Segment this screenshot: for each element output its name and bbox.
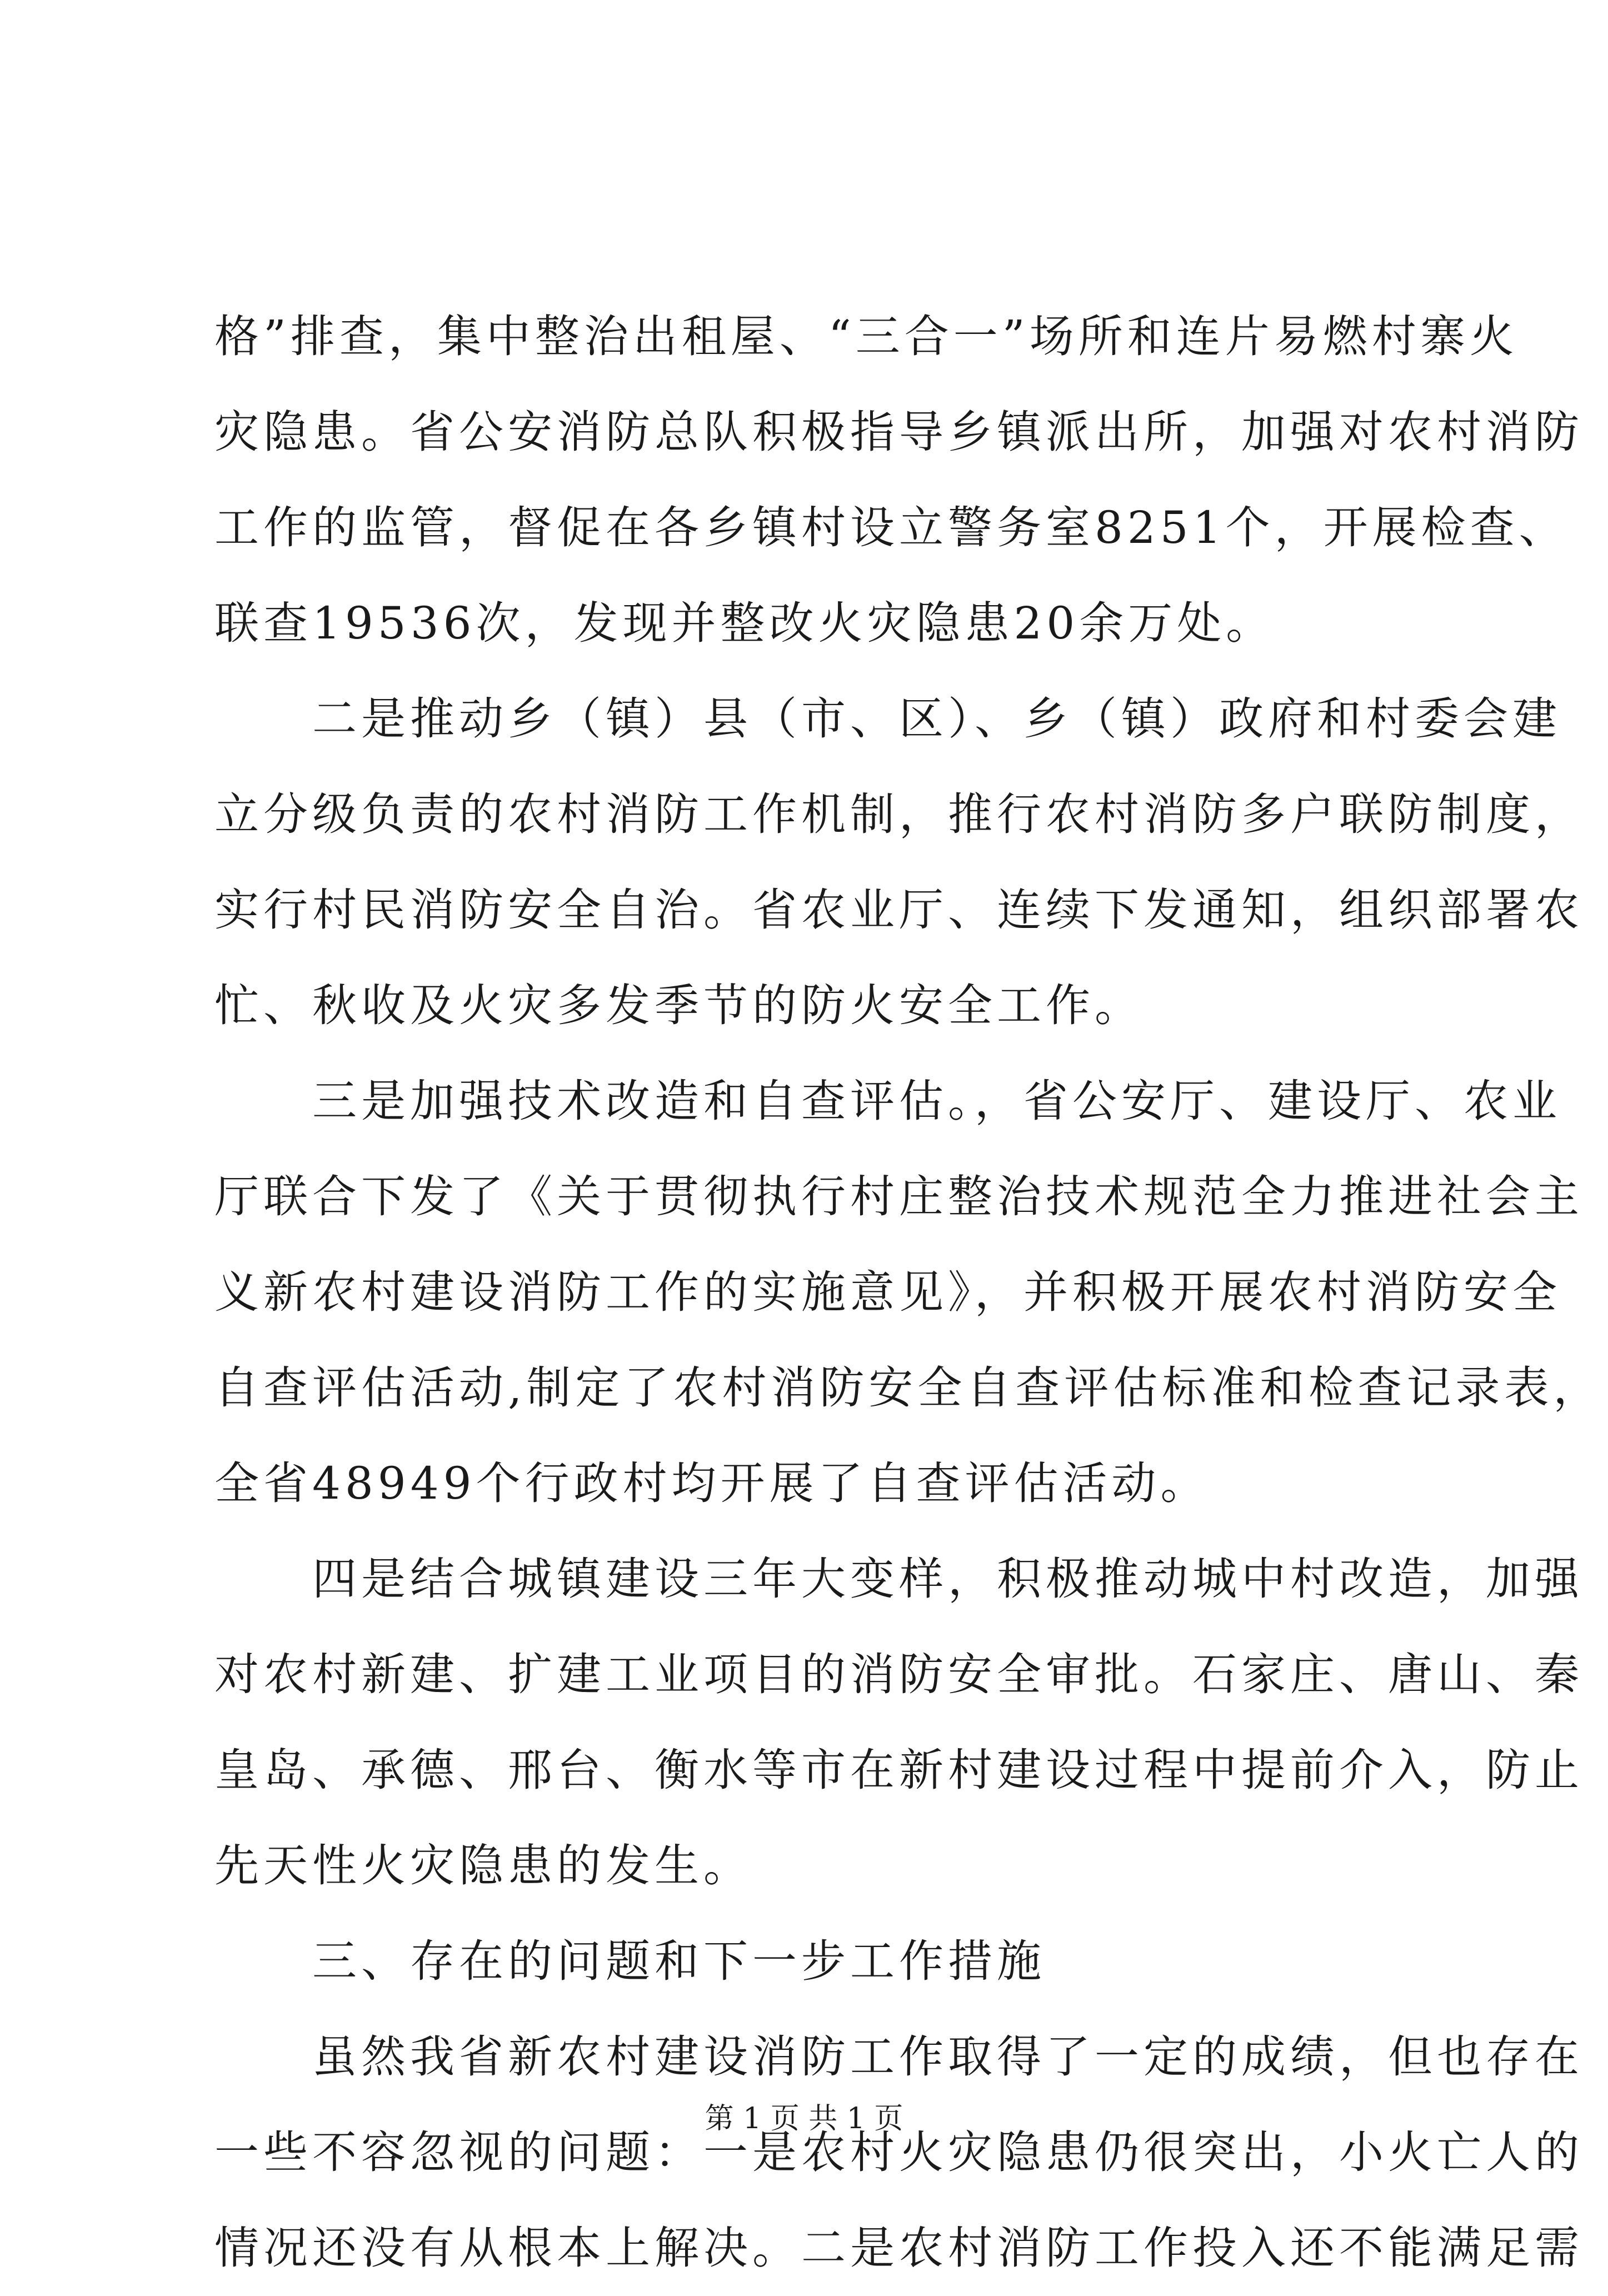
section-heading: 三、存在的问题和下一步工作措施 (312, 1935, 1046, 1987)
page-number-footer: 第 1 页 共 1 页 (705, 2102, 903, 2135)
text-line: 工作的监管，督促在各乡镇村设立警务室8251个，开展检查、 (214, 502, 1568, 553)
paragraph-start-line: 二是推动乡（镇）县（市、区）、乡（镇）政府和村委会建 (312, 693, 1561, 745)
text-line: 皇岛、承德、邢台、衡水等市在新村建设过程中提前介入，防止 (214, 1744, 1584, 1796)
text-line: 厅联合下发了《关于贯彻执行村庄整治技术规范全力推进社会主 (214, 1171, 1584, 1222)
text-line: 联查19536次，发现并整改火灾隐患20余万处。 (214, 597, 1275, 649)
text-line: 全省48949个行政村均开展了自查评估活动。 (214, 1458, 1210, 1509)
text-line: 灾隐患。省公安消防总队积极指导乡镇派出所，加强对农村消防 (214, 406, 1584, 458)
document-body (214, 289, 1602, 2296)
text-line: 对农村新建、扩建工业项目的消防安全审批。石家庄、唐山、秦 (214, 1649, 1584, 1700)
paragraph-start-line: 三是加强技术改造和自查评估。，省公安厅、建设厅、农业 (312, 1075, 1561, 1127)
text-line: 格”排查，集中整治出租屋、“三合一”场所和连片易燃村寨火 (214, 311, 1519, 362)
text-line: 立分级负责的农村消防工作机制，推行农村消防多户联防制度， (214, 788, 1584, 840)
text-line: 忙、秋收及火灾多发季节的防火安全工作。 (214, 980, 1143, 1031)
text-line: 先天性火灾隐患的发生。 (214, 1840, 752, 1891)
text-line: 义新农村建设消防工作的实施意见》，并积极开展农村消防安全 (214, 1266, 1561, 1318)
paragraph-start-line: 四是结合城镇建设三年大变样，积极推动城中村改造，加强 (312, 1553, 1584, 1605)
text-line: 实行村民消防安全自治。省农业厅、连续下发通知，组织部署农 (214, 884, 1584, 936)
text-line: 自查评估活动,制定了农村消防安全自查评估标准和检查记录表， (214, 1362, 1602, 1414)
text-line: 一些不容忽视的问题：一是农村火灾隐患仍很突出，小火亡人的 (214, 2127, 1584, 2178)
paragraph-start-line: 虽然我省新农村建设消防工作取得了一定的成绩，但也存在 (312, 2031, 1584, 2083)
text-line: 情况还没有从根本上解决。二是农村消防工作投入还不能满足需 (214, 2222, 1584, 2274)
